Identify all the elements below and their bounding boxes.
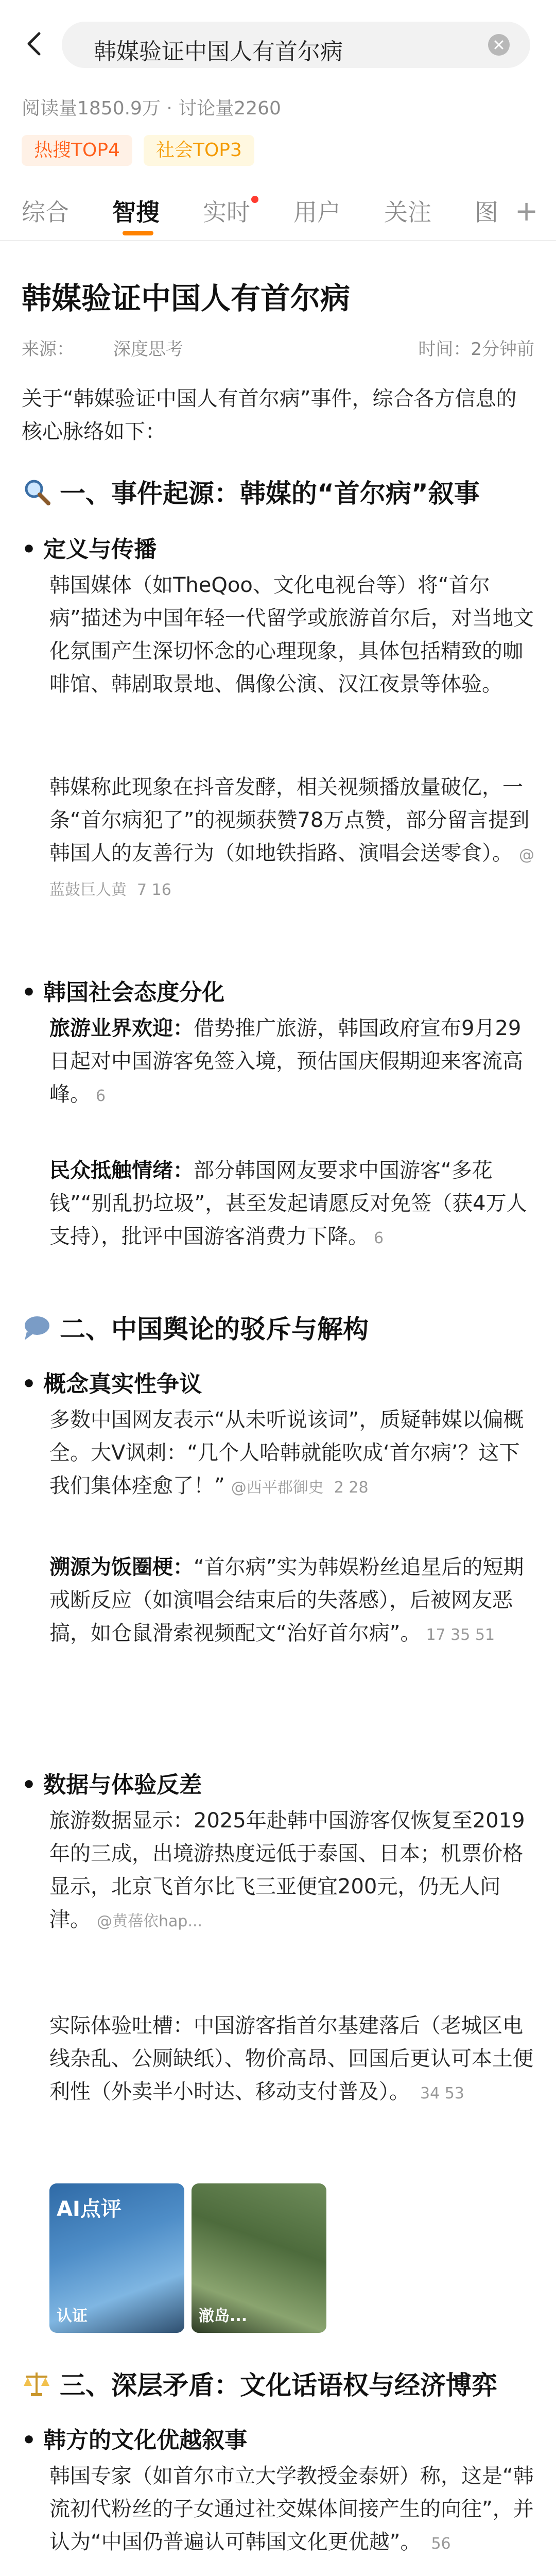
article-title: 韩媒验证中国人有首尔病 (22, 281, 351, 316)
time-label: 时间：2分钟前 (418, 339, 534, 360)
reference-number: 7 16 (137, 881, 171, 899)
paragraph: 实际体验吐槽：中国游客指首尔基建落后（老城区电线杂乱、公厕缺纸）、物价高昂、回国后更认可本土便利性（外卖半小时达、移动支付普及）。 34 53 (49, 2014, 533, 2104)
tab-users[interactable]: 用户 (293, 198, 341, 226)
society-rank-badge[interactable]: 社会TOP3 (144, 135, 254, 166)
tab-smart-search[interactable]: 智搜 (112, 198, 160, 226)
tab-comprehensive[interactable]: 综合 (22, 198, 69, 226)
tab-follow[interactable]: 关注 (384, 198, 431, 226)
active-tab-indicator (123, 231, 153, 235)
section-2-heading: 二、中国舆论的驳斥与解构 (22, 1309, 369, 1346)
new-content-dot (251, 196, 258, 203)
paragraph: 旅游数据显示：2025年赴韩中国游客仅恢复至2019年的三成，出境游热度远低于泰国、日本；机票价格显示，北京飞首尔比飞三亚便宜200元，仍无人问津。 @黄蓓依hap... (49, 1809, 525, 1931)
section-3-heading: 三、深层矛盾：文化话语权与经济博弈 (22, 2365, 497, 2402)
video-thumbnail[interactable]: 澈岛... (192, 2183, 326, 2333)
hot-rank-badge[interactable]: 热搜TOP4 (22, 135, 132, 166)
speech-bubble-icon (22, 1312, 51, 1342)
bullet-head: • 韩国社会态度分化 (22, 974, 224, 1007)
paragraph: 韩国媒体（如TheQoo、文化电视台等）将“首尔病”描述为中国年轻一代留学或旅游首尔后，对当地文化氛围产生深切怀念的心理现象，具体包括精致的咖啡馆、韩剧取景地、偶像公演、汉江夜景等体验。 (49, 573, 534, 696)
magnifier-icon (22, 477, 51, 506)
search-query: 韩媒验证中国人有首尔病 (94, 39, 343, 65)
intro-paragraph: 关于“韩媒验证中国人有首尔病”事件，综合各方信息的核心脉络如下： (22, 387, 517, 444)
scales-icon (22, 2368, 51, 2398)
image-gallery (49, 2183, 327, 2333)
hot-badges (22, 135, 254, 166)
paragraph: 多数中国网友表示“从未听说该词”，质疑韩媒以偏概全。大V讽刺：“几个人哈韩就能吹成‘首尔病’？这下我们集体痊愈了！” @西平郡御史 2 28 (49, 1408, 524, 1498)
search-bar (0, 0, 556, 88)
bullet-head: • 韩方的文化优越叙事 (22, 2421, 247, 2454)
paragraph: 韩国专家（如首尔市立大学教授金泰妍）称，这是“韩流初代粉丝的子女通过社交媒体间接产生的向往”，并认为“中国仍普遍认可韩国文化更优越”。 56 (49, 2464, 534, 2554)
clear-icon[interactable] (488, 34, 510, 56)
deep-thinking-label: 深度思考 (113, 339, 183, 360)
article-meta (22, 335, 534, 361)
topic-stats: 阅读量1850.9万 · 讨论量2260 (22, 98, 281, 119)
bullet-head: • 概念真实性争议 (22, 1365, 202, 1398)
source-label: 来源： (22, 339, 74, 360)
more-tabs-icon[interactable]: + (515, 195, 538, 227)
video-thumbnail[interactable]: AI点评 认证 (49, 2183, 184, 2333)
search-input[interactable] (62, 22, 530, 68)
bullet-head: • 定义与传播 (22, 531, 157, 564)
paragraph: 民众抵触情绪：部分韩国网友要求中国游客“多花钱”“别乱扔垃圾”，甚至发起请愿反对免签（获4万人支持），批评中国游客消费力下降。 6 (49, 1159, 527, 1248)
paragraph: 旅游业界欢迎：借势推广旅游，韩国政府宣布9月29日起对中国游客免签入境，预估国庆假期迎来客流高峰。 6 (49, 1016, 523, 1106)
user-attribution: @蓝鼓巨人黄 (49, 846, 534, 899)
tab-bar (0, 179, 556, 241)
paragraph: 溯源为饭圈梗：“首尔病”实为韩娱粉丝追星后的短期戒断反应（如演唱会结束后的失落感），后被网友恶搞，如仓鼠滑索视频配文“治好首尔病”。 17 35 51 (49, 1555, 524, 1645)
tab-images[interactable]: 图 (475, 198, 498, 226)
section-1-heading: 一、事件起源：韩媒的“首尔病”叙事 (22, 473, 480, 510)
back-arrow-icon[interactable] (20, 28, 50, 59)
bullet-head: • 数据与体验反差 (22, 1766, 202, 1799)
paragraph: 韩媒称此现象在抖音发酵，相关视频播放量破亿，一条“首尔病犯了”的视频获赞78万点赞，部分留言提到韩国人的友善行为（如地铁指路、演唱会送零食）。 @蓝鼓巨人黄 7 16 (49, 775, 534, 899)
tab-realtime[interactable]: 实时 (203, 198, 250, 226)
